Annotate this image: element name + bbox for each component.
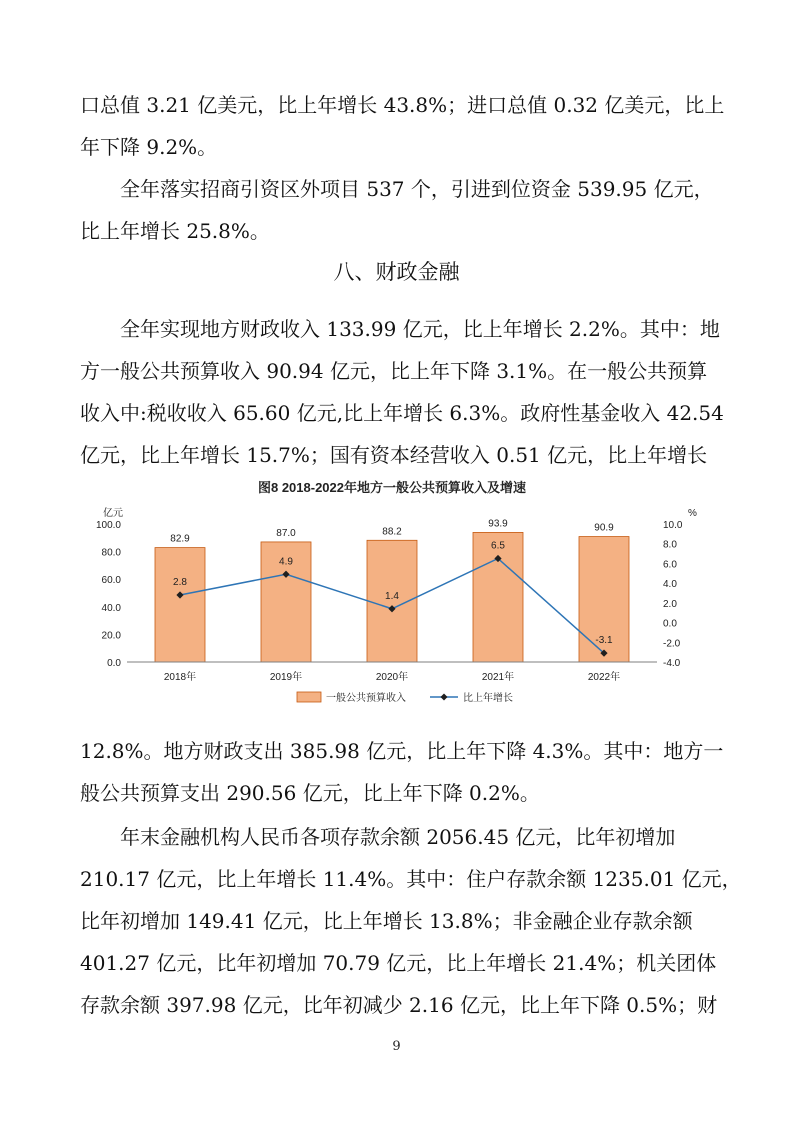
left-tick-label: 60.0 [101,575,121,587]
page-number: 9 [392,1039,401,1054]
right-tick-label: 6.0 [663,559,677,571]
text-line: 亿元，比上年增长 15.7%；国有资本经营收入 0.51 亿元，比上年增长 [80,443,708,467]
text-line: 年末金融机构人民币各项存款余额 2056.45 亿元，比年初增加 [80,825,676,849]
left-tick-label: 20.0 [101,630,121,642]
legend-line-label: 比上年增长 [463,693,513,704]
text-line: 全年落实招商引资区外项目 537 个，引进到位资金 539.95 亿元， [80,177,714,201]
right-tick-label: 8.0 [663,539,677,551]
right-axis-unit: % [688,508,697,519]
text-line: 般公共预算支出 290.56 亿元，比上年下降 0.2%。 [80,781,540,805]
bar-value-label: 87.0 [276,527,296,539]
category-label: 2018年 [163,672,197,683]
growth-value-label: -3.1 [595,635,613,647]
section-heading: 八、财政金融 [333,260,460,284]
paragraph-fiscal-expenditure [80,730,724,814]
text-line: 年下降 9.2%。 [80,135,218,159]
left-tick-label: 100.0 [95,520,121,531]
text-line: 401.27 亿元，比年初增加 70.79 亿元，比上年增长 21.4%；机关团体 [80,951,717,975]
text-line: 方一般公共预算收入 90.94 亿元，比上年下降 3.1%。在一般公共预算 [80,359,708,383]
left-axis-unit: 亿元 [103,508,123,519]
right-tick-label: 4.0 [663,579,677,591]
legend-line-marker [441,694,448,701]
legend-bar-swatch [297,692,321,702]
text-line: 比上年增长 25.8%。 [80,219,270,243]
category-label: 2019年 [269,672,303,683]
left-tick-label: 80.0 [101,547,121,559]
right-tick-label: -2.0 [663,638,681,650]
paragraph-deposits [80,816,742,1026]
budget-revenue-chart [85,476,715,716]
category-label: 2021年 [481,672,515,683]
bar [155,548,205,662]
right-tick-label: -4.0 [663,658,681,669]
text-line: 全年实现地方财政收入 133.99 亿元，比上年增长 2.2%。其中：地 [80,317,720,341]
paragraph-investment [80,168,713,252]
text-line: 收入中:税收收入 65.60 亿元,比上年增长 6.3%。政府性基金收入 42.54 [80,401,724,425]
text-line: 存款余额 397.98 亿元，比年初减少 2.16 亿元，比上年下降 0.5%；财 [80,993,718,1017]
bar-value-label: 93.9 [488,518,508,530]
bar-value-label: 82.9 [170,533,190,545]
chart-title: 图8 2018-2022年地方一般公共预算收入及增速 [257,480,527,495]
growth-value-label: 6.5 [491,540,505,552]
bar-value-label: 90.9 [594,522,614,534]
right-tick-label: 0.0 [663,618,677,630]
right-tick-label: 2.0 [663,598,677,610]
growth-value-label: 2.8 [173,576,187,588]
bar-value-label: 88.2 [382,526,402,538]
category-label: 2020年 [375,672,409,683]
right-tick-label: 10.0 [663,520,683,531]
bar [473,532,523,662]
left-tick-label: 0.0 [107,658,121,669]
text-line: 口总值 3.21 亿美元，比上年增长 43.8%；进口总值 0.32 亿美元，比上 [80,93,725,117]
paragraph-fiscal-revenue [80,308,724,476]
growth-value-label: 4.9 [279,556,293,568]
legend-bar-label: 一般公共预算收入 [326,693,406,704]
category-label: 2022年 [587,672,621,683]
growth-value-label: 1.4 [385,590,399,602]
text-line: 210.17 亿元，比上年增长 11.4%。其中：住户存款余额 1235.01 亿元， [80,867,742,891]
text-line: 12.8%。地方财政支出 385.98 亿元，比上年下降 4.3%。其中：地方一 [80,739,724,763]
paragraph-trade [80,84,725,168]
text-line: 比年初增加 149.41 亿元，比上年增长 13.8%；非金融企业存款余额 [80,909,693,933]
left-tick-label: 40.0 [101,602,121,614]
